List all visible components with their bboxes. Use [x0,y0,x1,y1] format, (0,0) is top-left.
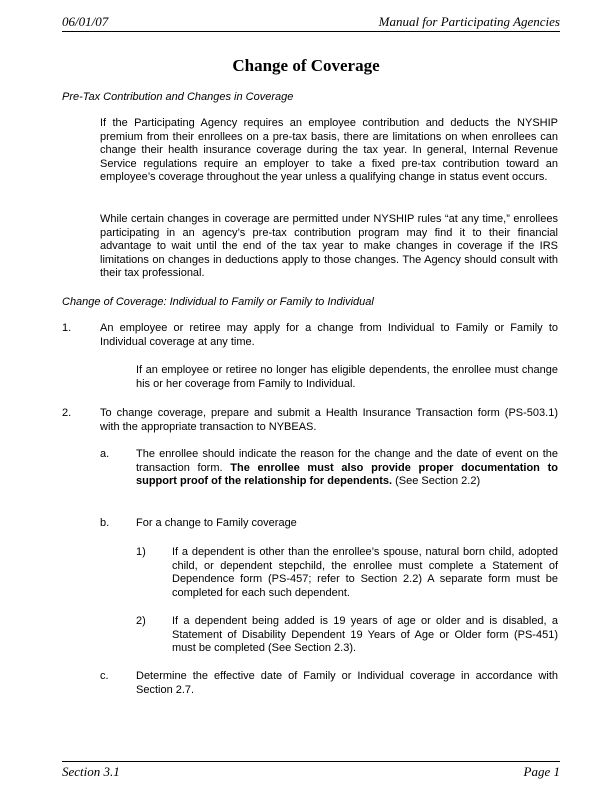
item-1-note: If an employee or retiree no longer has eligible dependents, the enrollee must change his or her coverage from Family to Individual. [136,364,558,390]
item-2-text: To change coverage, prepare and submit a Health Insurance Transaction form (PS-503.1) with the appropriate transaction to NYBEAS. [100,407,558,433]
footer-section: Section 3.1 [62,764,120,779]
section-heading-change: Change of Coverage: Individual to Family or Family to Individual [62,296,374,308]
item-2a-text-start: The enrollee should indicate the reason for the change and the date of event on the transaction form. [136,448,558,474]
footer-rule [62,761,560,762]
item-2a-letter: a. [100,448,110,460]
page-title: Change of Coverage [232,56,380,75]
item-1-number: 1. [62,322,72,334]
item-2b-2-text: If a dependent being added is 19 years of age or older and is disabled, a Statement of Disability Dependent 19 Years of Age or Older form (PS-451) must be completed (See Section 2.3). [172,615,558,655]
header-rule [62,31,560,32]
item-1-text: An employee or retiree may apply for a change from Individual to Family or Family to Individual coverage at any time. [100,322,558,348]
pretax-paragraph-2: While certain changes in coverage are permitted under NYSHIP rules “at any time,” enrollees participating in an agency’s pre-tax contribution program may find it to their financial advantage to wait until the end of the tax year to make changes in coverage if the IRS limitations on changes in deductions apply to those changes. The Agency should consult with their tax professional. [100,213,558,280]
item-2c-text: Determine the effective date of Family or Individual coverage in accordance with Section 2.7. [136,670,558,696]
header-date: 06/01/07 [62,14,109,29]
item-2b-1-text: If a dependent is other than the enrollee’s spouse, natural born child, adopted child, or dependent stepchild, the enrollee must complete a Statement of Dependence form (PS-457; refer to Section 2.2) A separate form must be completed for each such dependent. [172,546,558,599]
item-2a-text [136,448,558,489]
item-2c-letter: c. [100,670,109,682]
section-heading-pretax: Pre-Tax Contribution and Changes in Coverage [62,91,294,103]
item-2a-text-end: (See Section 2.2) [392,475,481,488]
pretax-paragraph-1: If the Participating Agency requires an employee contribution and deducts the NYSHIP premium from their enrollees on a pre-tax basis, there are limitations on when enrollees can change their health insurance coverage during the tax year. In general, Internal Revenue Service regulations require an employer to take a fixed pre-tax contribution toward an employee’s coverage throughout the year unless a qualifying change in status event occurs. [100,117,558,184]
footer-page-number: Page 1 [523,764,560,779]
item-2a-text-bold: The enrollee must also provide proper documentation to support proof of the relationship for dependents. [136,461,558,488]
header-manual-title: Manual for Participating Agencies [378,14,560,29]
item-2b-1-number: 1) [136,546,146,558]
item-2-number: 2. [62,407,72,419]
item-2b-2-number: 2) [136,615,146,627]
item-2b-text: For a change to Family coverage [136,517,297,529]
item-2b-letter: b. [100,517,110,529]
